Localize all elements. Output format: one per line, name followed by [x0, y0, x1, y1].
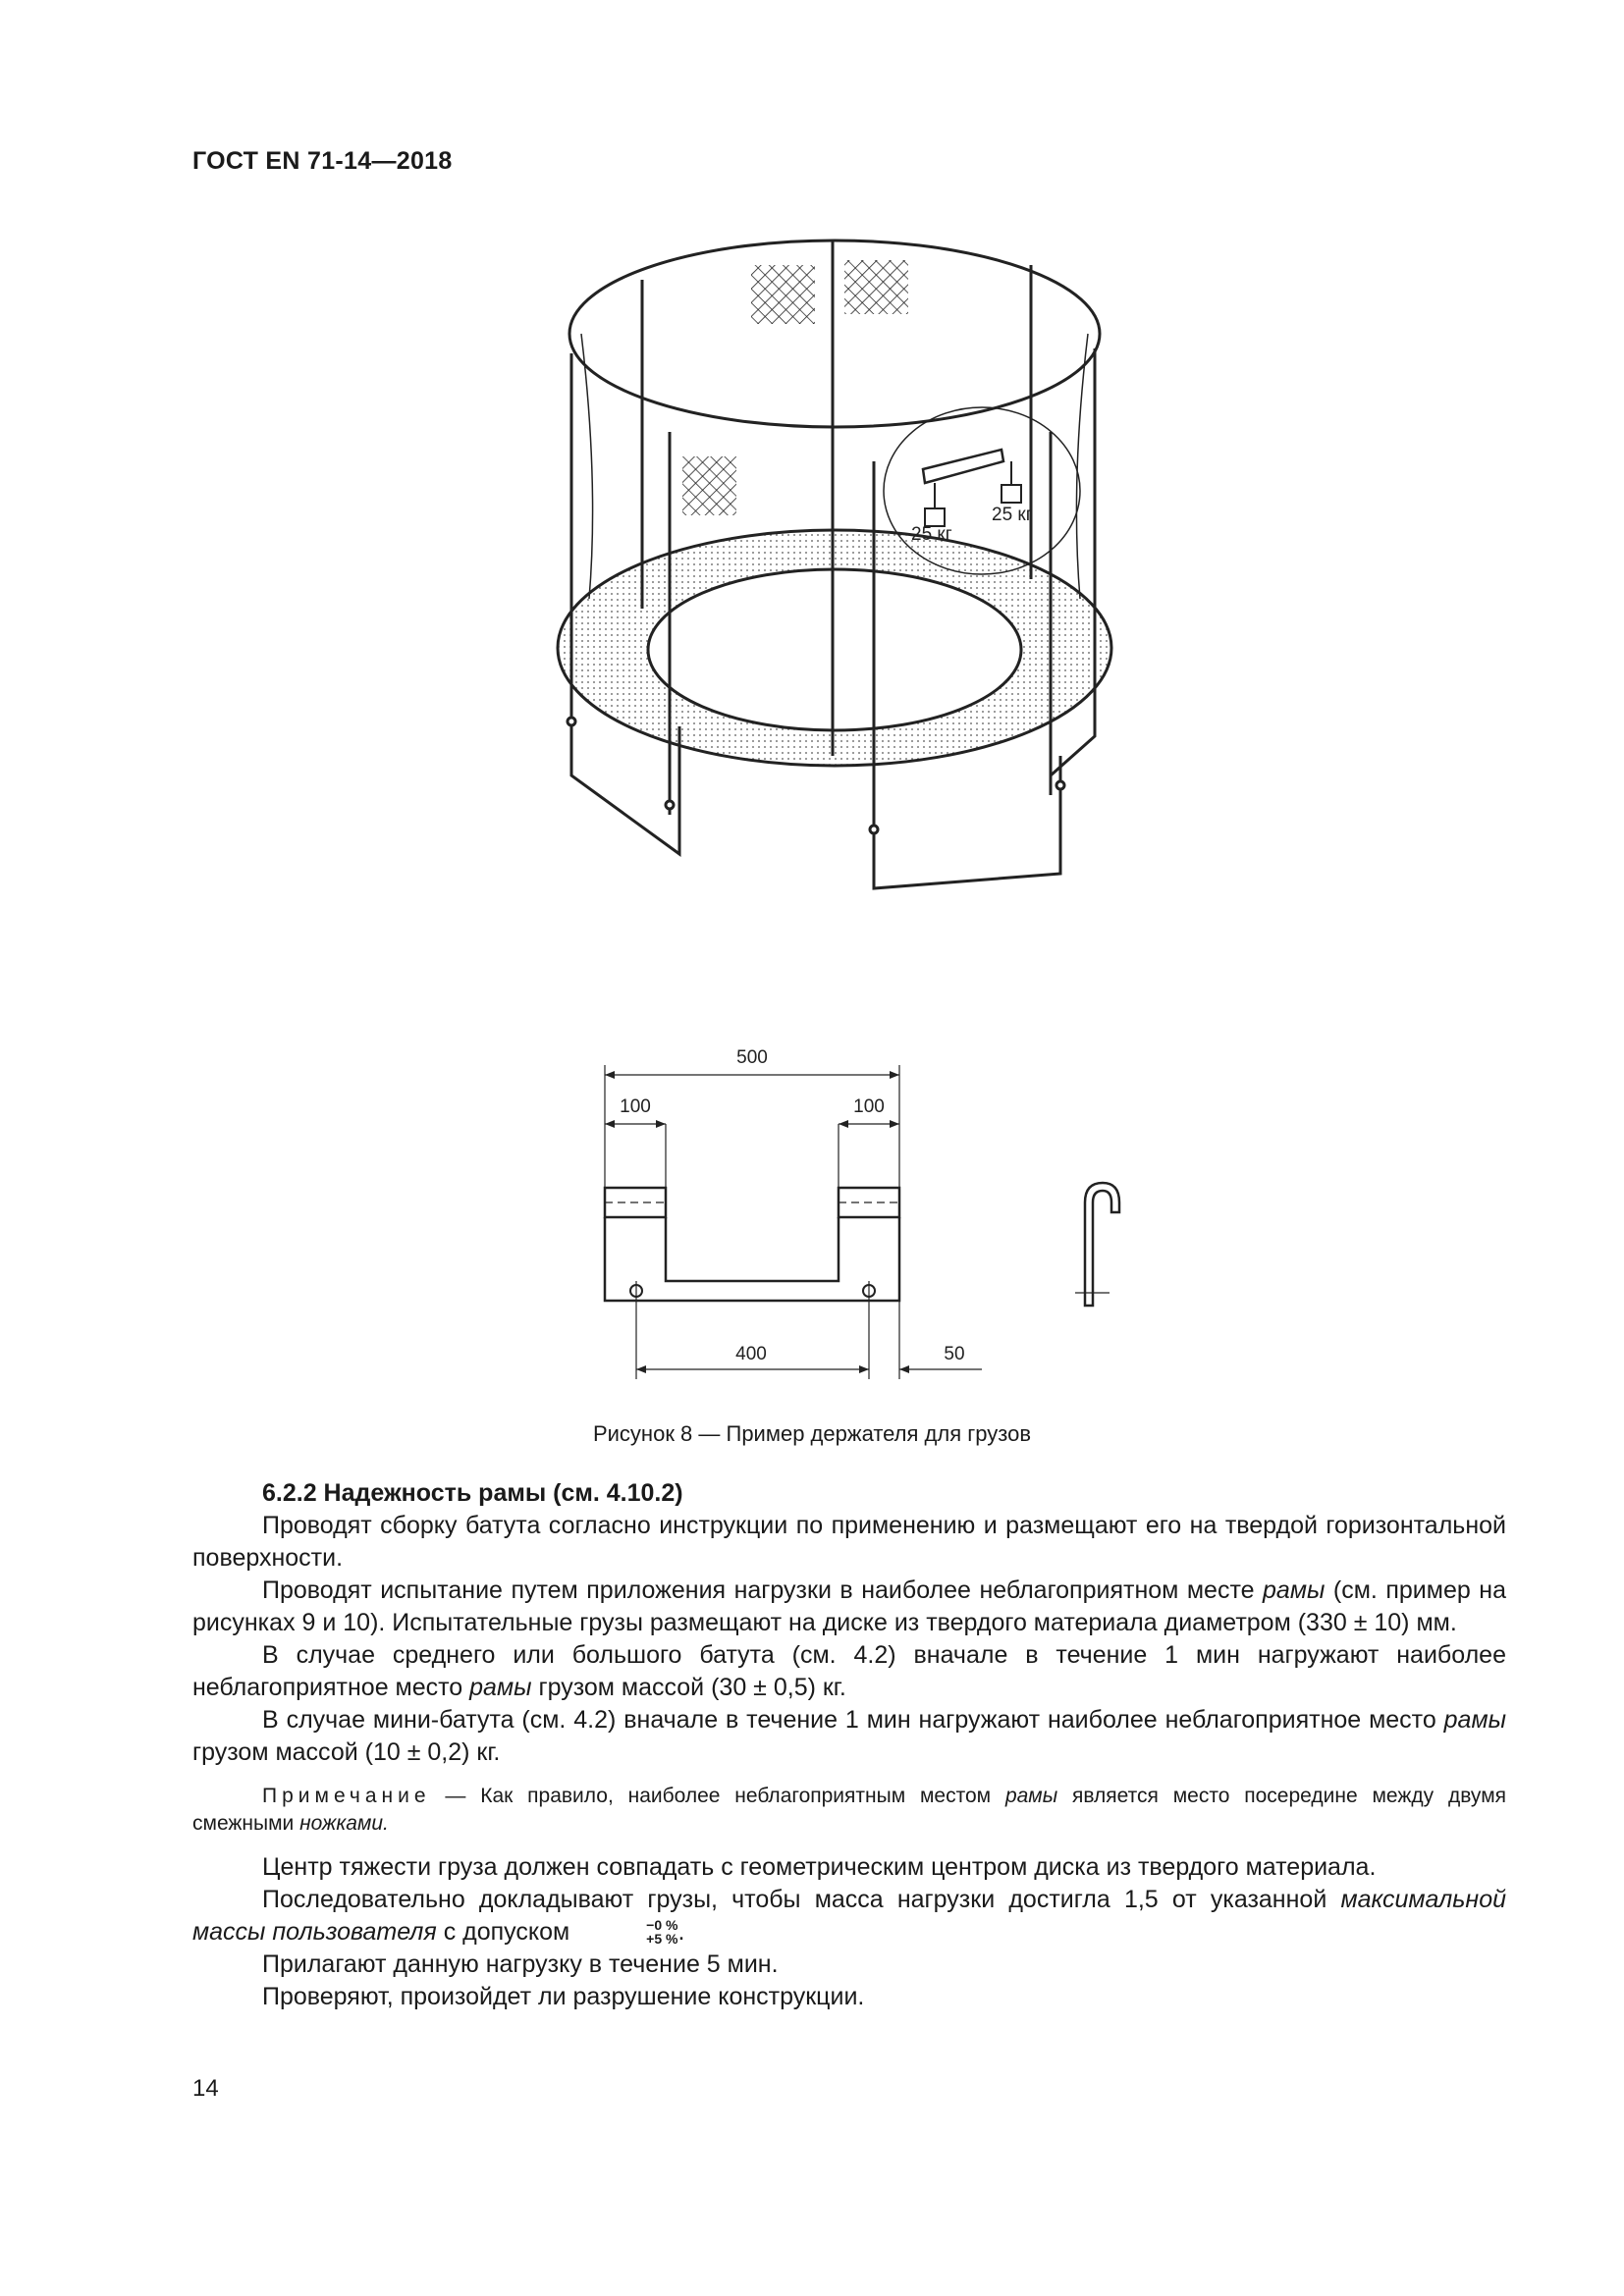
tolerance: −0 % +5 %	[646, 1917, 678, 1947]
dim-50: 50	[944, 1344, 965, 1364]
trampoline-figure	[550, 226, 1139, 903]
paragraph-3: В случае среднего или большого батута (см. 4.2) вначале в течение 1 мин нагружают наиболее неблагоприятное место рамы грузом массой (30 ± 0,5) кг.	[192, 1641, 1506, 1701]
weight-2	[1001, 485, 1021, 503]
dim-400: 400	[735, 1344, 767, 1364]
paragraph-2: Проводят испытание путем приложения нагрузки в наиболее неблагоприятном месте рамы (см. пример на рисунках 9 и 10). Испытательные грузы размещают на диске из твердого материала диаметром (330 ± 10) мм.	[192, 1576, 1506, 1636]
net-mesh	[751, 265, 815, 324]
paragraph-7: Прилагают данную нагрузку в течение 5 мин.	[262, 1950, 779, 1978]
paragraph-6: Последовательно докладывают грузы, чтобы масса нагрузки достигла 1,5 от указанной максимальной массы пользователя с допуском −0 % +5 % .	[192, 1886, 1506, 1947]
paragraph-4: В случае мини-батута (см. 4.2) вначале в течение 1 мин нагружают наиболее неблагоприятное место рамы грузом массой (10 ± 0,2) кг.	[192, 1706, 1506, 1766]
weight-holder-figure	[589, 1036, 1139, 1389]
figure-caption: Рисунок 8 — Пример держателя для грузов	[592, 1421, 1032, 1446]
section-heading: 6.2.2 Надежность рамы (см. 4.10.2)	[262, 1479, 683, 1507]
top-ring	[569, 240, 1100, 427]
page-number: 14	[192, 2075, 219, 2102]
note: Примечание — Как правило, наиболее неблагоприятным местом рамы является место посередине между двумя смежными ножками.	[192, 1785, 1506, 1835]
paragraph-5: Центр тяжести груза должен совпадать с геометрическим центром диска из твердого материала.	[262, 1853, 1377, 1881]
dim-100-right: 100	[853, 1096, 885, 1117]
dim-100-left: 100	[620, 1096, 651, 1117]
weight-label-1: 25 кг	[911, 524, 952, 545]
dim-500: 500	[736, 1047, 768, 1068]
document-code: ГОСТ EN 71-14—2018	[192, 147, 453, 175]
paragraph-1: Проводят сборку батута согласно инструкции по применению и размещают его на твердой горизонтальной поверхности.	[192, 1512, 1506, 1572]
paragraph-8: Проверяют, произойдет ли разрушение конструкции.	[262, 1983, 865, 2010]
weight-label-2: 25 кг	[992, 505, 1033, 525]
section-body	[192, 1477, 1506, 2013]
